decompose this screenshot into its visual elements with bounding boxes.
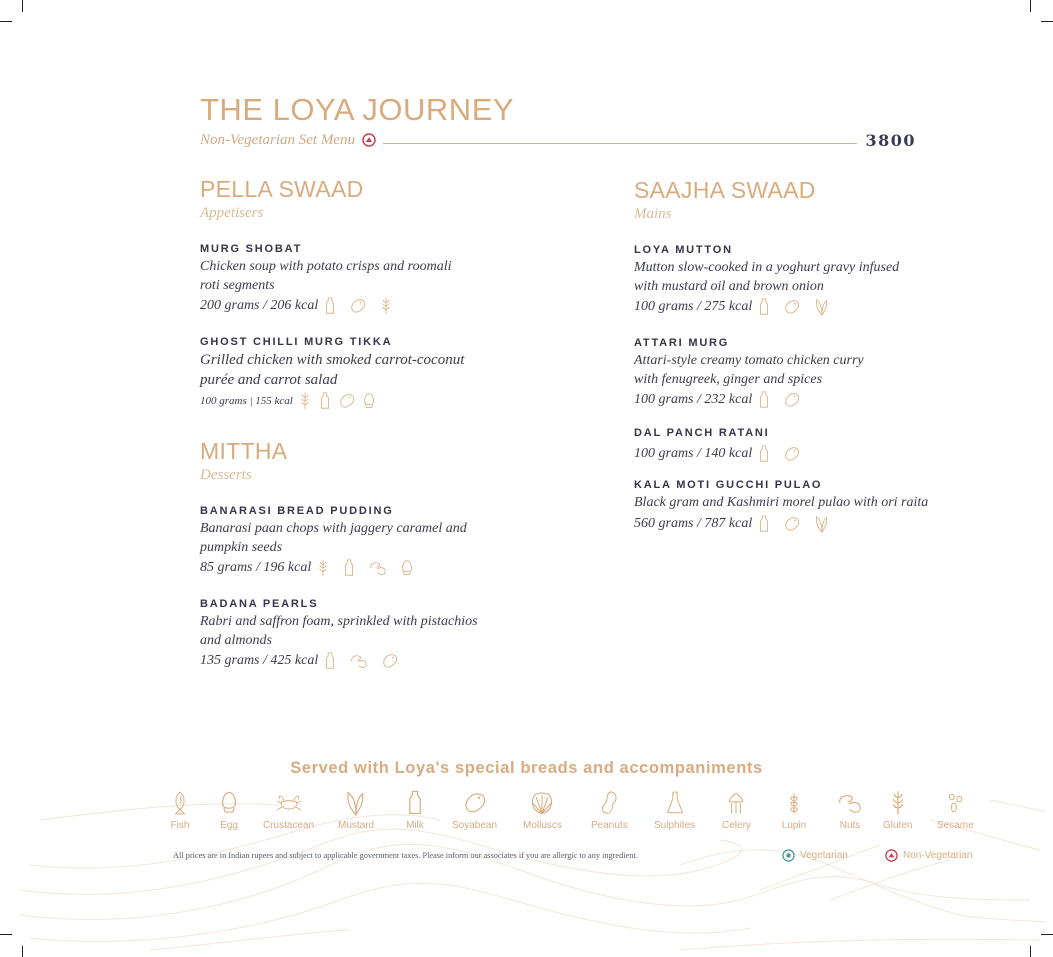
item-name: KALA MOTI GUCCHI PULAO [634, 479, 823, 491]
item-description: Rabri and saffron foam, sprinkled with pistachios and almonds [200, 614, 478, 648]
item-portion: 100 grams / 232 kcal [634, 392, 753, 407]
mustard-icon [342, 790, 370, 816]
allergen-icons [756, 391, 802, 409]
item-description: Black gram and Kashmiri morel pulao with ori raita [634, 495, 929, 510]
item-description: Mutton slow-cooked in a yoghurt gravy infused with mustard oil and brown onion [634, 260, 900, 294]
sesame-icon [941, 790, 969, 816]
allergen-icons [322, 652, 400, 670]
lupin-icon [780, 790, 808, 816]
allergen-lupin [780, 790, 808, 831]
allergen-molluscs [523, 790, 562, 831]
item-description: Grilled chicken with smoked carrot-coconut purée and carrot salad [200, 352, 465, 388]
nuts-icon [836, 790, 864, 816]
item-meta [634, 297, 934, 317]
allergen-milk [401, 790, 429, 831]
allergen-label: Soyabean [452, 820, 498, 831]
crop-mark [1041, 21, 1053, 22]
milk-icon [322, 297, 338, 315]
menu-item [634, 426, 934, 464]
item-portion: 560 grams / 787 kcal [634, 515, 753, 531]
soyabean-icon [348, 297, 368, 315]
mustard-icon [812, 298, 832, 316]
allergen-peanuts [591, 790, 628, 831]
gluten-icon [315, 559, 331, 577]
vegetarian-legend [782, 849, 848, 862]
milk-icon [756, 391, 772, 409]
allergen-crustacean [263, 790, 314, 831]
allergen-icons [322, 297, 394, 315]
allergen-label: Sulphites [654, 820, 696, 831]
allergen-label: Lupin [781, 820, 807, 831]
subtitle-row [200, 130, 916, 150]
section-title: MITTHA [200, 438, 288, 464]
milk-icon [756, 445, 772, 463]
egg-icon [361, 392, 377, 410]
crop-mark [0, 21, 12, 22]
served-with-note: Served with Loya's special breads and accompaniments [290, 759, 763, 777]
item-portion: 100 grams / 275 kcal [634, 299, 753, 314]
item-name: GHOST CHILLI MURG TIKKA [200, 336, 393, 348]
item-portion: 135 grams / 425 kcal [200, 653, 319, 668]
allergen-icons [297, 392, 377, 410]
crop-mark [22, 0, 23, 12]
menu-item [200, 335, 500, 411]
allergen-label: Mustard [338, 820, 375, 831]
non-vegetarian-legend [885, 849, 973, 862]
section-subtitle: Mains [634, 206, 672, 222]
sulphites-icon [661, 790, 689, 816]
allergen-mustard [338, 790, 374, 831]
peanuts-icon [595, 790, 623, 816]
item-meta [200, 296, 500, 316]
allergen-celery [722, 790, 751, 831]
allergen-label: Peanuts [591, 820, 628, 831]
section-subtitle: Appetisers [200, 205, 264, 221]
gluten-icon [297, 392, 313, 410]
allergen-gluten [883, 790, 912, 831]
allergen-label: Gluten [883, 820, 913, 831]
vegetarian-icon [782, 849, 795, 862]
allergen-icons [756, 515, 832, 533]
menu-item [634, 243, 934, 317]
menu-item [200, 504, 500, 578]
menu-subtitle: Non-Vegetarian Set Menu [200, 131, 355, 148]
allergen-icons [756, 445, 802, 463]
allergen-label: Sesame [937, 820, 974, 831]
item-meta [634, 390, 934, 410]
section-title: PELLA SWAAD [200, 176, 364, 202]
allergen-label: Celery [722, 820, 751, 831]
menu-item [200, 597, 500, 671]
soyabean-icon [337, 392, 357, 410]
egg-icon [215, 790, 243, 816]
allergen-icons [756, 298, 832, 316]
item-portion: 100 grams | 155 kcal [200, 395, 293, 407]
allergen-sesame [937, 790, 974, 831]
item-portion: 100 grams / 140 kcal [634, 446, 753, 461]
menu-price: 3800 [865, 130, 916, 150]
nuts-icon [348, 652, 370, 670]
allergen-label: Egg [220, 820, 238, 831]
milk-icon [756, 515, 772, 533]
soyabean-icon [461, 790, 489, 816]
menu-item [200, 242, 500, 316]
milk-icon [322, 652, 338, 670]
allergen-egg [215, 790, 243, 831]
menu-item [634, 336, 934, 410]
menu-title: THE LOYA JOURNEY [200, 92, 515, 127]
allergen-label: Molluscs [523, 820, 562, 831]
allergen-soyabean [452, 790, 497, 831]
item-meta [634, 514, 934, 534]
milk-icon [401, 790, 429, 816]
gluten-icon [378, 297, 394, 315]
section-mains [634, 177, 934, 534]
non-vegetarian-icon [885, 849, 898, 862]
soyabean-icon [782, 515, 802, 533]
gluten-icon [884, 790, 912, 816]
item-name: BADANA PEARLS [200, 598, 319, 610]
soyabean-icon [380, 652, 400, 670]
menu-item [634, 478, 934, 534]
milk-icon [341, 559, 357, 577]
title-rule [383, 143, 858, 144]
fish-icon [166, 790, 194, 816]
section-subtitle: Desserts [200, 467, 252, 483]
item-meta [200, 558, 500, 578]
item-meta [634, 444, 934, 464]
item-name: DAL PANCH RATANI [634, 427, 770, 439]
crustacean-icon [275, 790, 303, 816]
item-description: Banarasi paan chops with jaggery caramel and pumpkin seeds [200, 521, 467, 555]
celery-icon [722, 790, 750, 816]
vegetarian-label: Vegetarian [800, 850, 848, 861]
item-meta [200, 391, 500, 411]
allergen-sulphites [654, 790, 695, 831]
molluscs-icon [528, 790, 556, 816]
allergen-label: Fish [170, 820, 190, 831]
item-name: BANARASI BREAD PUDDING [200, 505, 394, 517]
allergen-label: Nuts [839, 820, 861, 831]
item-description: Attari-style creamy tomato chicken curry with fenugreek, ginger and spices [634, 353, 864, 387]
item-name: ATTARI MURG [634, 337, 730, 349]
non-vegetarian-icon [362, 133, 376, 147]
item-name: LOYA MUTTON [634, 244, 733, 256]
milk-icon [317, 392, 333, 410]
egg-icon [399, 559, 415, 577]
item-meta [200, 651, 500, 671]
section-appetisers [200, 176, 500, 411]
price-disclaimer: All prices are in Indian rupees and subject to applicable government taxes. Please inform our associates if you are allergic to any ingredient. [173, 851, 638, 860]
soyabean-icon [782, 391, 802, 409]
soyabean-icon [782, 445, 802, 463]
milk-icon [756, 298, 772, 316]
non-vegetarian-label: Non-Vegetarian [903, 850, 973, 861]
item-description: Chicken soup with potato crisps and roomali roti segments [200, 259, 452, 293]
section-title: SAAJHA SWAAD [634, 177, 816, 203]
allergen-fish [166, 790, 194, 831]
item-portion: 85 grams / 196 kcal [200, 560, 312, 575]
mustard-icon [812, 515, 832, 533]
crop-mark [1030, 0, 1031, 12]
item-portion: 200 grams / 206 kcal [200, 298, 319, 313]
allergen-label: Crustacean [263, 820, 315, 831]
allergen-label: Milk [406, 820, 424, 831]
section-desserts [200, 438, 500, 671]
nuts-icon [367, 559, 389, 577]
soyabean-icon [782, 298, 802, 316]
item-name: MURG SHOBAT [200, 243, 303, 255]
allergen-nuts [836, 790, 864, 831]
allergen-icons [315, 559, 415, 577]
